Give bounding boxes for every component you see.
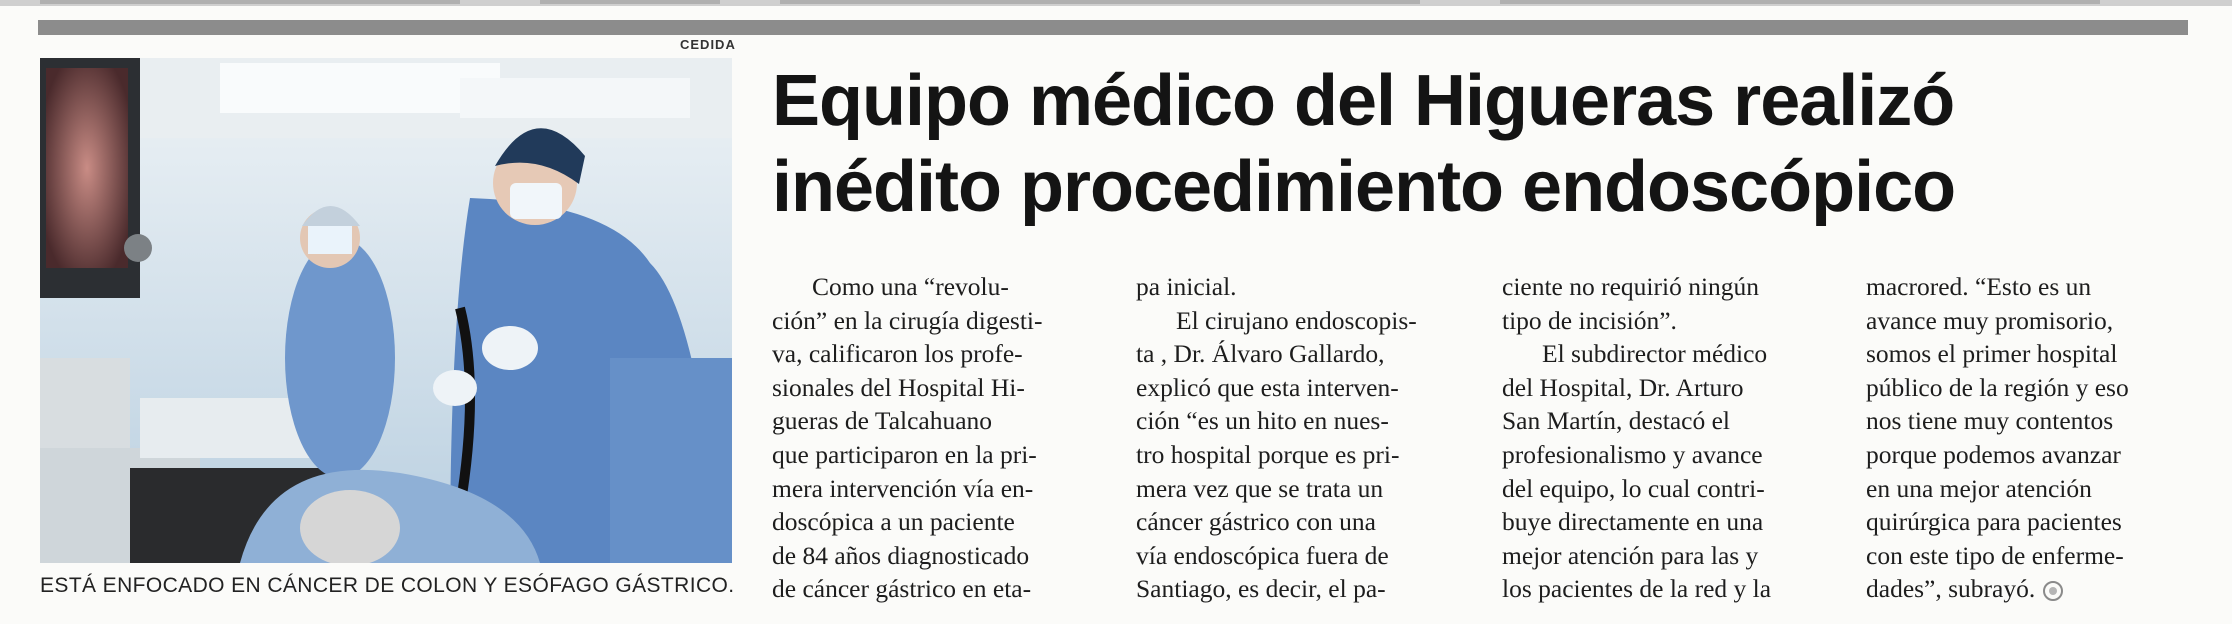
column-line: gueras de Talcahuano [772, 406, 993, 436]
column-line: El subdirector médico [1542, 339, 1768, 369]
column-line: mejor atención para las y [1502, 540, 1759, 570]
headline-line-1: Equipo médico del Higueras realizó [772, 61, 1955, 141]
photo-caption: ESTÁ ENFOCADO EN CÁNCER DE COLON Y ESÓFAGO GÁSTRICO. [40, 574, 735, 597]
column-line: profesionalismo y avance [1502, 439, 1763, 469]
column-line: doscópica a un paciente [772, 507, 1015, 537]
column-line: ción “es un hito en nues- [1136, 406, 1389, 436]
column-line: ta , Dr. Álvaro Gallardo, [1136, 339, 1385, 369]
article-column-1 [772, 270, 1102, 606]
column-line: del Hospital, Dr. Arturo [1502, 372, 1744, 402]
column-line: explicó que esta interven- [1136, 372, 1399, 402]
column-line: porque podemos avanzar [1866, 439, 2121, 469]
column-line: ción” en la cirugía digesti- [772, 305, 1043, 335]
column-line: los pacientes de la red y la [1502, 574, 1772, 604]
column-line: que participaron en la pri- [772, 439, 1037, 469]
column-line: pa inicial. [1136, 272, 1237, 301]
column-line: avance muy promisorio, [1866, 305, 2114, 335]
last-line-text: dades”, subrayó. [1866, 574, 2036, 604]
column-line: del equipo, lo cual contri- [1502, 473, 1765, 503]
column-line: Santiago, es decir, el pa- [1136, 574, 1386, 604]
article-end-icon [2043, 581, 2063, 601]
column-line: de cáncer gástrico en eta- [772, 574, 1032, 604]
column-line: vía endoscópica fuera de [1136, 540, 1389, 570]
article-column-3 [1502, 270, 1832, 606]
column-line: San Martín, destacó el [1502, 406, 1731, 436]
column-line: sionales del Hospital Hi- [772, 372, 1025, 402]
column-line: nos tiene muy contentos [1866, 406, 2114, 436]
headline-line-2: inédito procedimiento endoscópico [772, 147, 1956, 227]
column-line: tipo de incisión”. [1502, 305, 1677, 335]
article-column-2 [1136, 270, 1466, 606]
column-line: Como una “revolu- [812, 272, 1009, 301]
column-line: va, calificaron los profe- [772, 339, 1023, 369]
column-line: con este tipo de enferme- [1866, 540, 2124, 570]
column-line: buye directamente en una [1502, 507, 1764, 537]
column-line: mera vez que se trata un [1136, 473, 1384, 503]
column-line: en una mejor atención [1866, 473, 2092, 503]
column-line: mera intervención vía en- [772, 473, 1034, 503]
photo-credit: CEDIDA [680, 37, 736, 52]
article-photo [40, 58, 732, 563]
column-line: El cirujano endoscopis- [1176, 305, 1417, 335]
column-line: ciente no requirió ningún [1502, 272, 1760, 301]
column-line: de 84 años diagnosticado [772, 540, 1030, 570]
column-line: macrored. “Esto es un [1866, 272, 2092, 301]
column-line [1866, 572, 2196, 606]
previous-page-strip [0, 0, 2232, 6]
headline [772, 58, 2192, 230]
section-rule [38, 20, 2188, 35]
column-line: cáncer gástrico con una [1136, 507, 1376, 537]
column-line: público de la región y eso [1866, 372, 2129, 402]
article-column-4 [1866, 270, 2196, 606]
column-line: tro hospital porque es pri- [1136, 439, 1400, 469]
column-line: somos el primer hospital [1866, 339, 2118, 369]
column-line: quirúrgica para pacientes [1866, 507, 2122, 537]
